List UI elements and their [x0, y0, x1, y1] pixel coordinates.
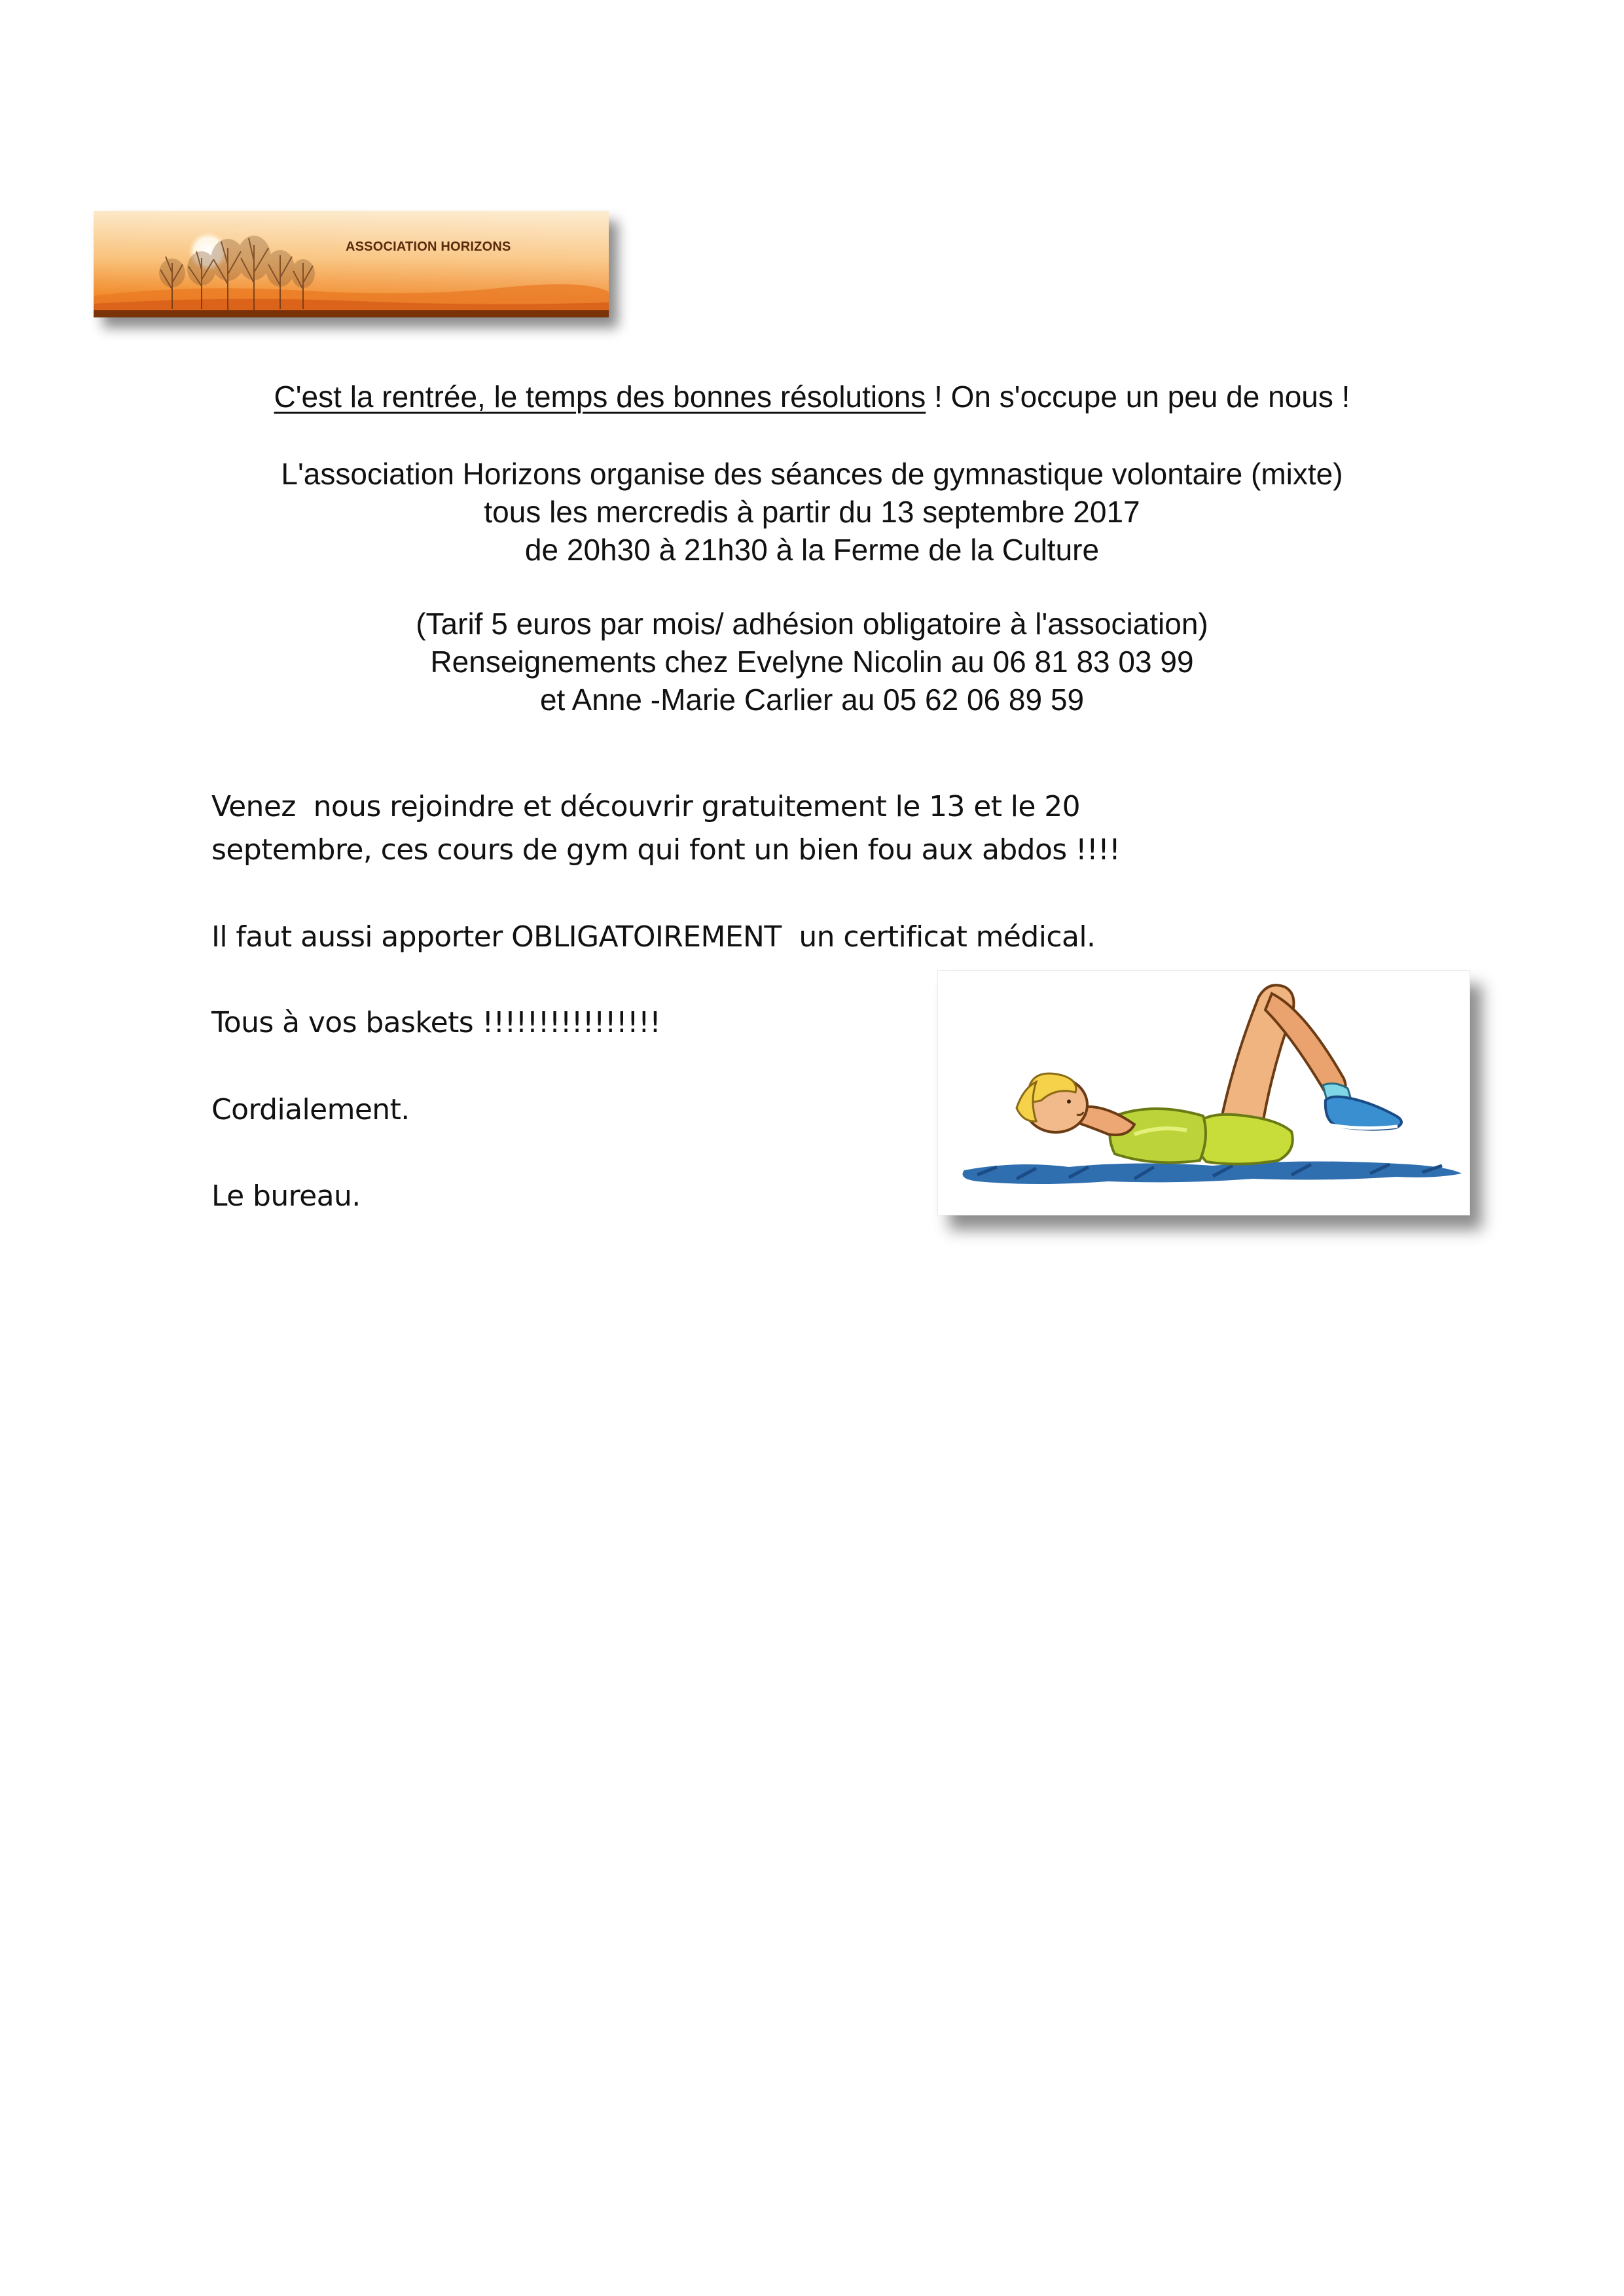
headline-rest: ! On s'occupe un peu de nous !: [926, 380, 1350, 414]
tarif-line-3: et Anne -Marie Carlier au 05 62 06 89 59: [539, 683, 1085, 717]
tarif-line-2: Renseignements chez Evelyne Nicolin au 06 81 83 03 99: [430, 645, 1194, 679]
signature-line: Le bureau.: [211, 1179, 361, 1213]
closing-line: Cordialement.: [211, 1093, 410, 1126]
pricing-contact-info: [0, 605, 1624, 719]
sunset-trees-image: [94, 211, 609, 317]
headline: [0, 378, 1624, 416]
association-banner: [94, 211, 609, 317]
tarif-line-1: (Tarif 5 euros par mois/ adhésion obligatoire à l'association): [416, 607, 1208, 641]
info-line-2: tous les mercredis à partir du 13 septembre 2017: [484, 495, 1140, 529]
venez-line-2: septembre, ces cours de gym qui font un bien fou aux abdos !!!!: [211, 833, 1121, 867]
crunch-exercise-illustration: [937, 970, 1470, 1215]
venez-line-1: Venez nous rejoindre et découvrir gratuitement le 13 et le 20: [211, 790, 1081, 823]
info-line-3: de 20h30 à 21h30 à la Ferme de la Culture: [524, 533, 1100, 567]
invitation-paragraph: [211, 785, 1120, 872]
headline-underlined: C'est la rentrée, le temps des bonnes résolutions: [274, 380, 926, 414]
exercise-figure-image: [938, 971, 1470, 1215]
banner-title: ASSOCIATION HORIZONS: [346, 240, 511, 254]
certificate-notice: Il faut aussi apporter OBLIGATOIREMENT un certificat médical.: [211, 920, 1096, 954]
baskets-line: Tous à vos baskets !!!!!!!!!!!!!!!!: [211, 1006, 661, 1039]
info-line-1: L'association Horizons organise des séances de gymnastique volontaire (mixte): [281, 457, 1343, 491]
session-info: [0, 455, 1624, 569]
